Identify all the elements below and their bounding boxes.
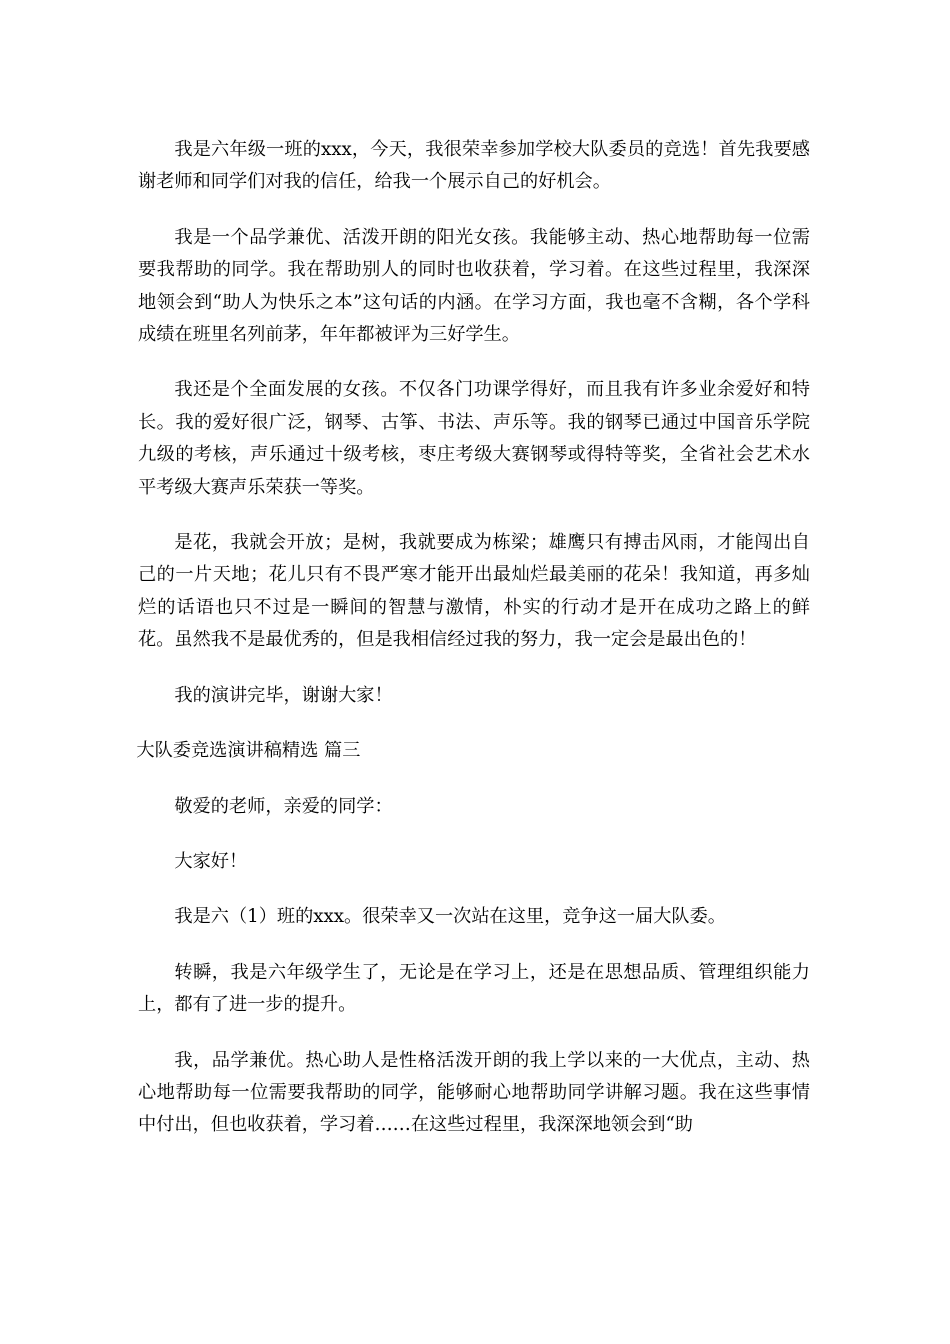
paragraph-aspiration: 是花，我就会开放；是树，我就要成为栋梁；雄鹰只有搏击风雨，才能闯出自己的一片天地；花儿只有不畏严寒才能开出最灿烂最美丽的花朵！我知道，再多灿烂的话语也只不过是一瞬间的智慧与激情，朴实的行动才是开在成功之路上的鲜花。虽然我不是最优秀的，但是我相信经过我的努力，我一定会是最出色的！ [138,532,810,651]
paragraph-self-intro: 我是六（1）班的xxx。很荣幸又一次站在这里，竞争这一届大队委。 [174,906,726,928]
paragraph-intro: 我是六年级一班的xxx，今天，我很荣幸参加学校大队委员的竞选！首先我要感谢老师和同学们对我的信任，给我一个展示自己的好机会。 [138,139,810,193]
paragraph-salutation: 敬爱的老师，亲爱的同学： [174,795,393,817]
section-heading: 大队委竞选演讲稿精选 篇三 [136,740,361,762]
paragraph-helping: 我，品学兼优。热心助人是性格活泼开朗的我上学以来的一大优点，主动、热心地帮助每一位需要我帮助的同学，能够耐心地帮助同学讲解习题。我在这些事情中付出，但也收获着，学习着……在这些过程里，我深深地领会到“助 [138,1049,810,1136]
paragraph-closing: 我的演讲完毕，谢谢大家！ [174,684,393,706]
paragraph-character: 我是一个品学兼优、活泼开朗的阳光女孩。我能够主动、热心地帮助每一位需要我帮助的同学。我在帮助别人的同时也收获着，学习着。在这些过程里，我深深地领会到“助人为快乐之本”这句话的内涵。在学习方面，我也毫不含糊，各个学科成绩在班里名列前茅，年年都被评为三好学生。 [138,226,810,346]
paragraph-hobbies: 我还是个全面发展的女孩。不仅各门功课学得好，而且我有许多业余爱好和特长。我的爱好很广泛，钢琴、古筝、书法、声乐等。我的钢琴已通过中国音乐学院九级的考核，声乐通过十级考核，枣庄考级大赛钢琴或得特等奖，全省社会艺术水平考级大赛声乐荣获一等奖。 [138,379,810,498]
paragraph-greeting: 大家好！ [174,850,248,872]
document-body [138,134,810,1165]
paragraph-growth: 转瞬，我是六年级学生了，无论是在学习上，还是在思想品质、管理组织能力上，都有了进一步的提升。 [138,961,810,1016]
